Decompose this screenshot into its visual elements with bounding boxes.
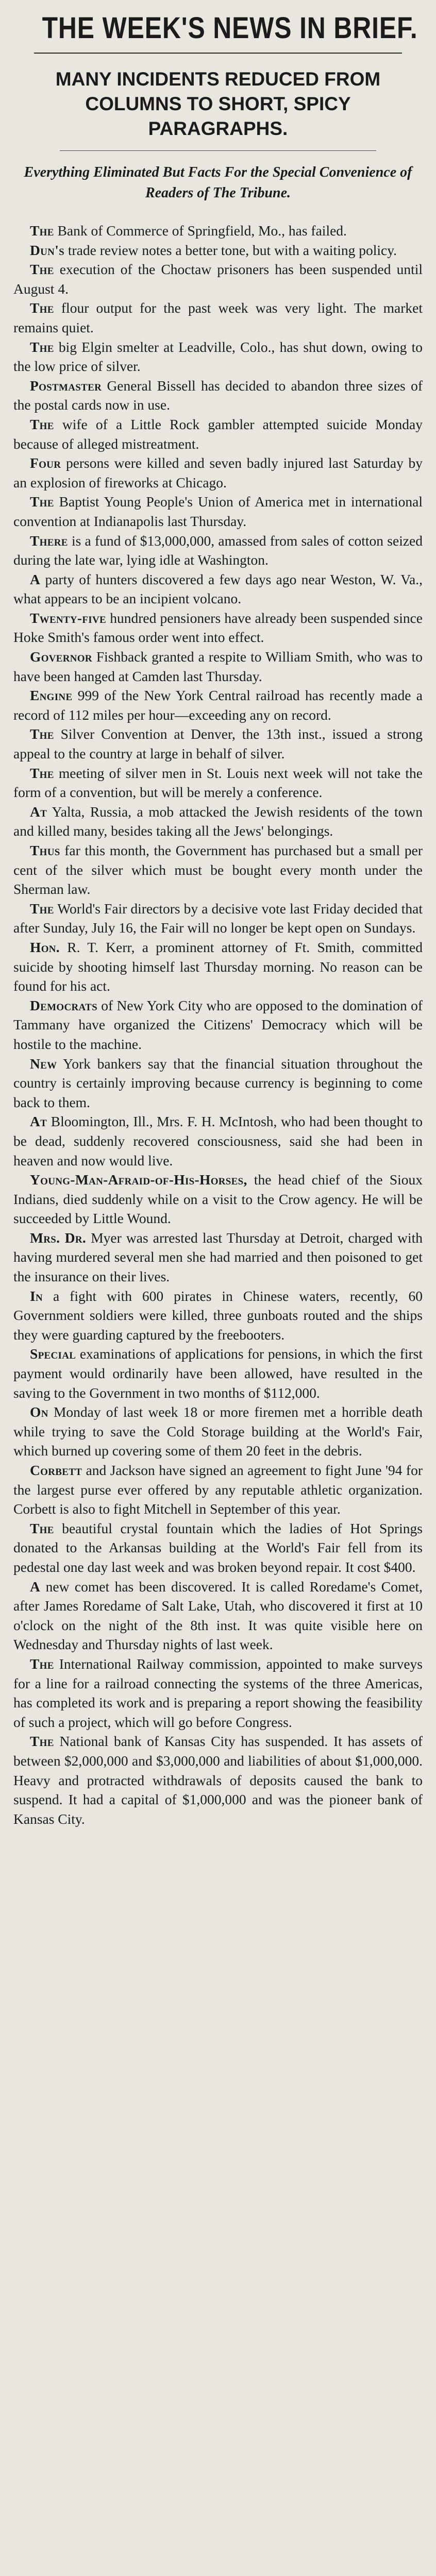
news-item-lead: At	[30, 803, 47, 820]
news-item-text: York bankers say that the financial situation throughout the country is certainly improving because currency is beginning to come back to them.	[13, 1055, 423, 1110]
news-item-text: is a fund of $13,000,000, amassed from sales of cotton seized during the late war, lying idle at Washington.	[13, 532, 423, 568]
news-item	[13, 1112, 423, 1170]
news-item-lead: The	[30, 726, 54, 742]
news-item	[13, 298, 423, 337]
news-item-lead: Engine	[30, 687, 73, 704]
news-item-lead: At	[30, 1113, 47, 1130]
news-item	[13, 1402, 423, 1461]
news-item	[13, 1654, 423, 1732]
news-item-lead: New	[30, 1055, 57, 1072]
news-item	[13, 996, 423, 1054]
news-item-lead: The	[30, 765, 54, 781]
news-item-lead: On	[30, 1404, 48, 1420]
news-item	[13, 241, 423, 260]
news-item-lead: Democrats	[30, 997, 97, 1013]
news-item-text: Baptist Young People's Union of America met in international convention at Indianapolis last Thursday.	[13, 494, 423, 529]
news-item-lead: Corbett	[30, 1462, 82, 1478]
news-item-text: trade review notes a better tone, but with a waiting policy.	[68, 242, 397, 258]
news-item-lead: The	[30, 300, 54, 316]
news-item	[13, 764, 423, 802]
news-item-text: of New York City who are opposed to the domination of Tammany have organized the Citizens' Democracy which will be hostile to the machine.	[13, 997, 423, 1052]
news-item	[13, 1519, 423, 1577]
news-item-lead: The	[30, 1733, 54, 1750]
news-item-lead: The	[30, 261, 54, 278]
news-item-text: wife of a Little Rock gambler attempted suicide Monday because of alleged mistreatment.	[13, 416, 423, 452]
news-item-text: General Bissell has decided to abandon three sizes of the postal cards now in use.	[13, 377, 423, 413]
news-item-lead: There	[30, 532, 68, 549]
news-item	[13, 570, 423, 608]
news-item	[13, 1170, 423, 1228]
news-item-text: meeting of silver men in St. Louis next week will not take the form of a convention, but will be merely a conference.	[13, 765, 423, 801]
news-item	[13, 260, 423, 298]
news-item	[13, 686, 423, 724]
news-item-lead: A	[30, 571, 41, 587]
news-item-text: hundred pensioners have already been suspended since Hoke Smith's famous order went into effect.	[13, 609, 423, 646]
news-item	[13, 1286, 423, 1345]
news-item-text: and Jackson have signed an agreement to fight June '94 for the largest purse ever offered by any reputable athletic organization. Corbett is also to fight Mitchell in September of this year.	[13, 1462, 423, 1517]
news-item-text: Monday of last week 18 or more firemen met a horrible death while trying to save the Cold Storage building at the World's Fair, which burned up covering some of them 20 feet in the debris.	[13, 1404, 423, 1459]
news-item-lead: Special	[30, 1346, 76, 1362]
news-item	[13, 1054, 423, 1112]
news-items	[13, 221, 423, 1828]
news-item	[13, 1577, 423, 1654]
news-item-lead: The	[30, 223, 54, 239]
news-item-text: flour output for the past week was very light. The market remains quiet.	[13, 300, 423, 335]
news-item-lead: Governor	[30, 649, 92, 665]
news-item	[13, 647, 423, 686]
news-item	[13, 802, 423, 841]
news-item-lead: In	[30, 1287, 43, 1304]
news-item	[13, 453, 423, 492]
news-item-lead: Young-Man-Afraid-of-His-Horses,	[30, 1172, 247, 1188]
news-item	[13, 376, 423, 415]
news-item	[13, 492, 423, 531]
subheadline-rule	[60, 150, 376, 151]
news-item-text: R. T. Kerr, a prominent attorney of Ft. Smith, committed suicide by shooting himself last Thursday morning. No reason can be found for his act.	[13, 939, 423, 994]
news-item	[13, 724, 423, 763]
news-item-lead: Thus	[30, 842, 60, 858]
headline: THE WEEK'S NEWS IN BRIEF.	[42, 11, 418, 45]
news-item-lead: Four	[30, 455, 61, 471]
news-item-lead: The	[30, 416, 54, 432]
news-item-lead: The	[30, 338, 54, 355]
news-item	[13, 938, 423, 996]
news-item-lead: Hon.	[30, 939, 60, 955]
news-item-text: the head chief of the Sioux Indians, died suddenly while on a visit to the Crow agency. He will be succeeded by Little Wound.	[13, 1172, 423, 1227]
news-item-text: Myer was arrested last Thursday at Detroit, charged with having murdered several men she had married and then poisoned to get the insurance on their lives.	[13, 1229, 423, 1285]
news-item	[13, 608, 423, 647]
news-item-text: Fishback granted a respite to William Smith, who was to have been hanged at Camden last Thursday.	[13, 649, 423, 684]
news-item-text: 999 of the New York Central railroad has recently made a record of 112 miles per hour—exceeding any on record.	[13, 687, 423, 723]
news-item-text: Bank of Commerce of Springfield, Mo., has failed.	[57, 223, 347, 239]
news-item	[13, 1344, 423, 1402]
news-item-text: persons were killed and seven badly injured last Saturday by an explosion of fireworks at Chicago.	[13, 455, 423, 490]
news-item-text: beautiful crystal fountain which the ladies of Hot Springs donated to the Arkansas building at the World's Fair fell from its pedestal one day last week and was broken beyond repair. It cost $400.	[13, 1520, 423, 1575]
deck: Everything Eliminated But Facts For the Special Convenience of Readers of The Tribune.	[24, 164, 412, 201]
subheadline: MANY INCIDENTS REDUCED FROM COLUMNS TO SHORT, SPICY PARAGRAPHS.	[55, 69, 381, 139]
news-item	[13, 531, 423, 570]
news-item	[13, 415, 423, 453]
news-item-lead: The	[30, 494, 54, 510]
news-item-text: big Elgin smelter at Leadville, Colo., has shut down, owing to the low price of silver.	[13, 338, 423, 375]
news-item-lead: Twenty-five	[30, 609, 106, 626]
news-item-text: far this month, the Government has purchased but a small per cent of the silver which must be bought every month under the Sherman law.	[13, 842, 423, 897]
news-item-lead: A	[30, 1578, 41, 1595]
news-item	[13, 1461, 423, 1519]
news-item-lead: The	[30, 900, 54, 917]
news-item-text: Yalta, Russia, a mob attacked the Jewish residents of the town and killed many, besides taking all the Jews' belongings.	[13, 803, 423, 839]
news-item	[13, 841, 423, 899]
news-item	[13, 1732, 423, 1828]
news-item	[13, 221, 423, 241]
news-item-text: execution of the Choctaw prisoners has been suspended until August 4.	[13, 261, 423, 297]
news-item-text: International Railway commission, appointed to make surveys for a line for a railroad connecting the systems of the three Americas, has completed its work and is preparing a report showing the feasibility of such a project, which will go before Congress.	[13, 1655, 423, 1730]
news-item-lead: The	[30, 1655, 54, 1672]
headline-rule	[34, 53, 402, 54]
news-item	[13, 1228, 423, 1286]
news-item	[13, 337, 423, 376]
news-item-text: new comet has been discovered. It is called Roredame's Comet, after James Roredame of Salt Lake, Utah, who discovered it first at 10 o'clock on the night of the 8th inst. It was quite visible here on Wednesday and Thursday nights of last week.	[13, 1578, 423, 1653]
news-item-lead: Dun's	[30, 242, 65, 258]
news-item-text: party of hunters discovered a few days ago near Weston, W. Va., what appears to be an incipient volcano.	[13, 571, 423, 607]
news-item-lead: Postmaster	[30, 377, 102, 394]
news-item-lead: The	[30, 1520, 54, 1536]
news-item-text: National bank of Kansas City has suspended. It has assets of between $2,000,000 and $3,000,000 and liabilities of about $1,000,000. Heavy and protracted withdrawals of deposits caused the bank to suspend. It had a capital of $1,000,000 and was the pioneer bank of Kansas City.	[13, 1733, 423, 1827]
news-item	[13, 899, 423, 938]
news-item-text: a fight with 600 pirates in Chinese waters, recently, 60 Government soldiers were killed, three gunboats routed and the ships they were guarding captured by the freebooters.	[13, 1287, 423, 1343]
news-item-text: World's Fair directors by a decisive vote last Friday decided that after Sunday, July 16, the Fair will no longer be kept open on Sundays.	[13, 900, 423, 936]
news-item-text: Silver Convention at Denver, the 13th inst., issued a strong appeal to the country at large in behalf of silver.	[13, 726, 423, 762]
news-item-lead: Mrs. Dr.	[30, 1229, 87, 1246]
news-item-text: Bloomington, Ill., Mrs. F. H. McIntosh, who had been thought to be dead, suddenly recovered consciousness, said she had been in heaven and now would live.	[13, 1113, 423, 1168]
news-item-text: examinations of applications for pensions, in which the first payment would ordinarily have been allowed, have resulted in the saving to the Government in two months of $112,000.	[13, 1346, 423, 1401]
